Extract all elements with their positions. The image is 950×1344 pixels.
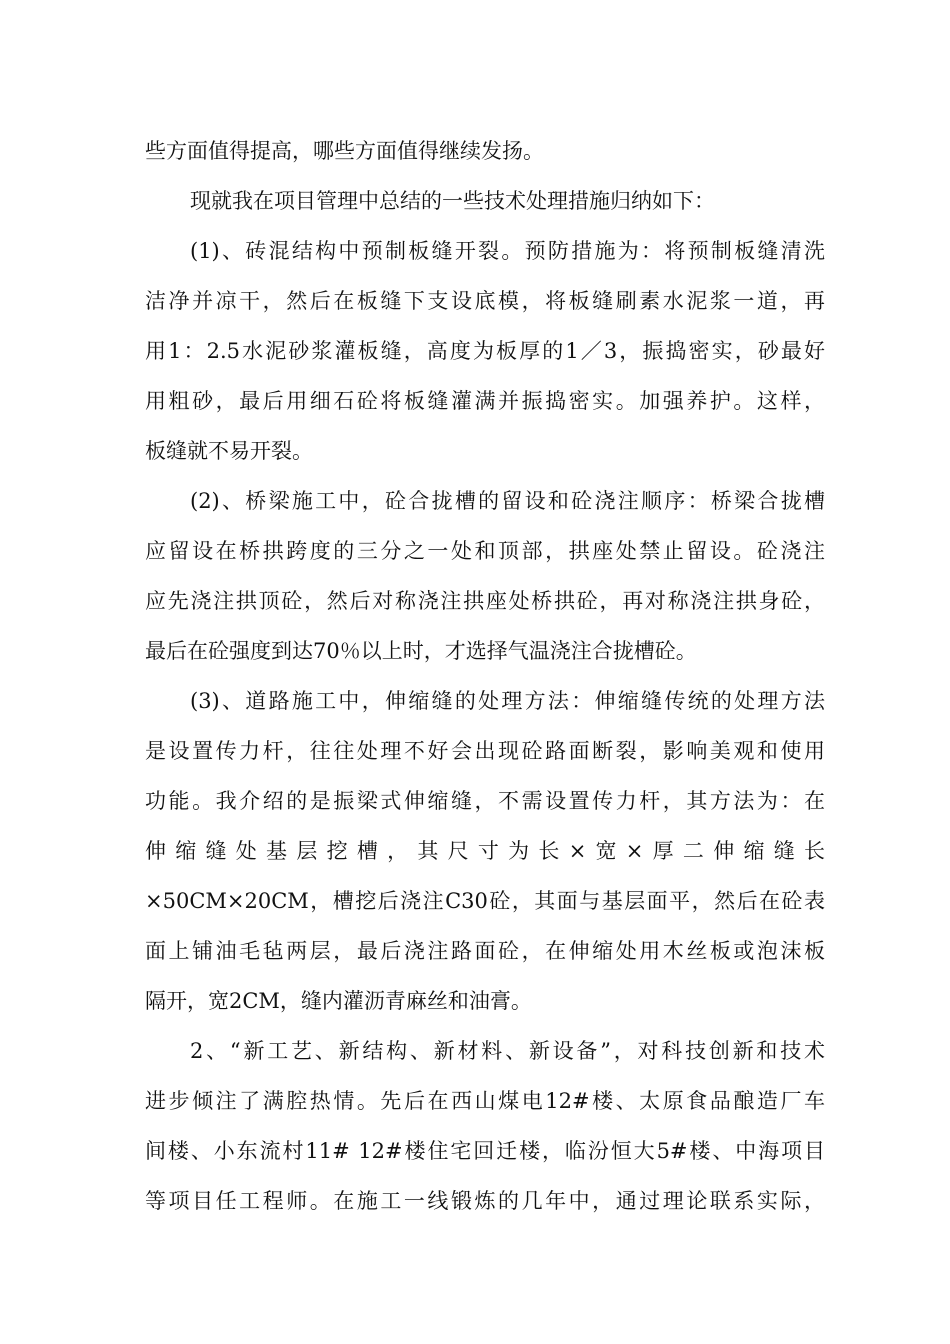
text-line: 应先浇注拱顶砼，然后对称浇注拱座处桥拱砼，再对称浇注拱身砼， [145, 589, 825, 613]
text-line: 伸缩缝处基层挖槽，其尺寸为长×宽×厚二伸缩缝长 [145, 839, 825, 863]
text-line: 些方面值得提高，哪些方面值得继续发扬。 [145, 139, 544, 163]
text-line: 板缝就不易开裂。 [145, 439, 313, 463]
text-line: 隔开，宽2CM，缝内灌沥青麻丝和油膏。 [145, 989, 532, 1013]
text-line: 洁净并凉干，然后在板缝下支设底模，将板缝刷素水泥浆一道，再 [145, 289, 825, 313]
text-line: 等项目任工程师。在施工一线锻炼的几年中，通过理论联系实际， [145, 1189, 825, 1213]
text-line: (3)、道路施工中，伸缩缝的处理方法：伸缩缝传统的处理方法 [190, 689, 825, 713]
text-line: 应留设在桥拱跨度的三分之一处和顶部，拱座处禁止留设。砼浇注 [145, 539, 825, 563]
text-line: 用粗砂，最后用细石砼将板缝灌满并振捣密实。加强养护。这样， [145, 389, 825, 413]
text-line: 间楼、小东流村11# 12#楼住宅回迁楼，临汾恒大5#楼、中海项目 [145, 1139, 825, 1163]
text-line: 最后在砼强度到达70％以上时，才选择气温浇注合拢槽砼。 [145, 639, 697, 663]
text-line: ×50CM×20CM，槽挖后浇注C30砼，其面与基层面平，然后在砼表 [145, 889, 825, 913]
text-line: 2、“新工艺、新结构、新材料、新设备”，对科技创新和技术 [190, 1039, 825, 1063]
text-line: 功能。我介绍的是振梁式伸缩缝，不需设置传力杆，其方法为：在 [145, 789, 825, 813]
text-line: (1)、砖混结构中预制板缝开裂。预防措施为：将预制板缝清洗 [190, 239, 825, 263]
text-line: 现就我在项目管理中总结的一些技术处理措施归纳如下： [190, 189, 715, 213]
text-line: (2)、桥梁施工中，砼合拢槽的留设和砼浇注顺序：桥梁合拢槽 [190, 489, 825, 513]
text-line: 进步倾注了满腔热情。先后在西山煤电12#楼、太原食品酿造厂车 [145, 1089, 825, 1113]
text-line: 用1：2.5水泥砂浆灌板缝，高度为板厚的1／3，振捣密实，砂最好 [145, 339, 825, 363]
text-line: 面上铺油毛毡两层，最后浇注路面砼，在伸缩处用木丝板或泡沫板 [145, 939, 825, 963]
text-line: 是设置传力杆，往往处理不好会出现砼路面断裂，影响美观和使用 [145, 739, 825, 763]
